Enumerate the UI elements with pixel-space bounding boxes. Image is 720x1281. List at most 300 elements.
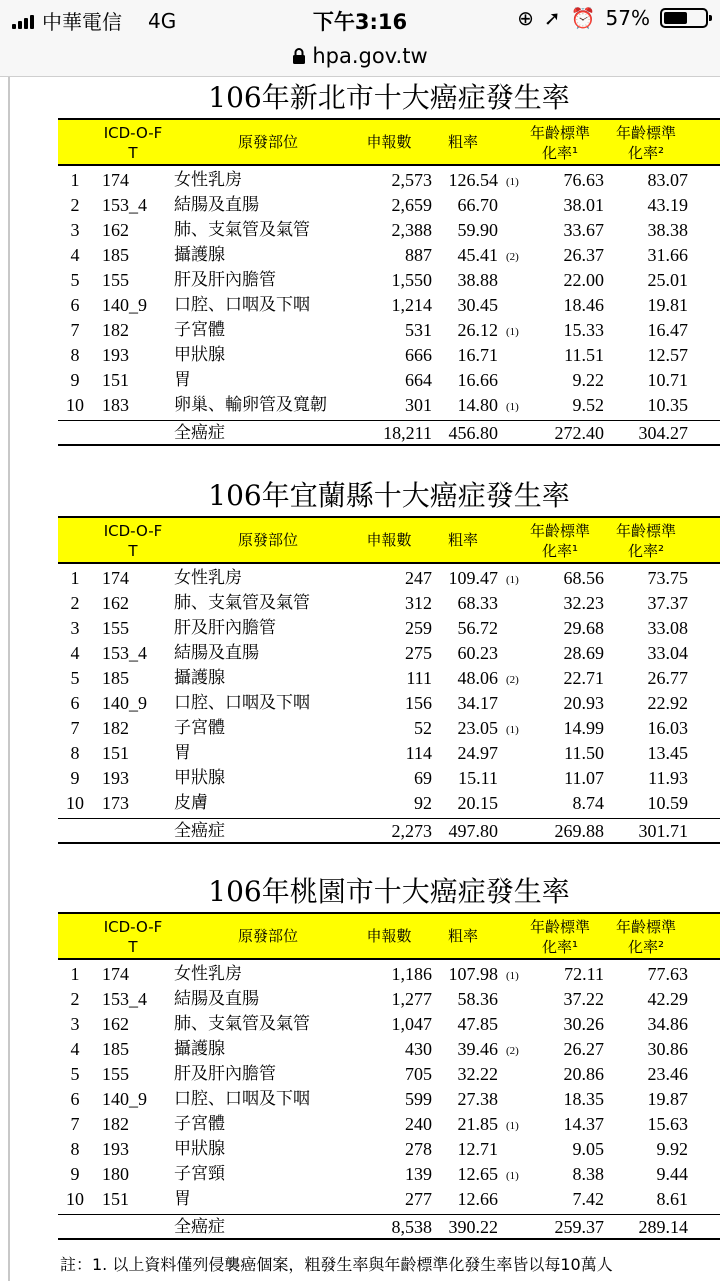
crude-rate: 12.66	[457, 1189, 498, 1209]
total-label: 全癌症	[174, 821, 225, 841]
icd-code: 140_9	[102, 693, 147, 713]
rank: 2	[70, 195, 80, 215]
table-header	[58, 118, 720, 166]
primary-site: 口腔、口咽及下咽	[174, 295, 310, 315]
asr1-rate: 11.51	[564, 345, 604, 365]
asr1-rate: 11.07	[564, 768, 604, 788]
total-label: 全癌症	[174, 423, 225, 443]
rate-note: (1)	[506, 574, 519, 586]
rank: 8	[70, 1139, 80, 1159]
header-icd: ICD-O-FT	[103, 522, 163, 560]
table-row	[58, 691, 720, 716]
case-count: 301	[405, 395, 432, 415]
header-icd: ICD-O-FT	[103, 124, 163, 162]
asr1-rate: 9.22	[572, 370, 604, 390]
rank: 1	[70, 568, 80, 588]
total-asr2: 289.14	[638, 1217, 688, 1237]
rank: 3	[70, 618, 80, 638]
primary-site: 女性乳房	[174, 568, 242, 588]
header-asr1: 年齡標準化率¹	[529, 124, 590, 162]
rank: 5	[70, 270, 80, 290]
total-asr1: 269.88	[554, 821, 604, 841]
table-row	[58, 1037, 720, 1062]
asr1-rate: 32.23	[563, 593, 604, 613]
case-count: 666	[405, 345, 432, 365]
asr2-rate: 31.66	[647, 245, 688, 265]
asr1-rate: 33.67	[563, 220, 604, 240]
asr2-rate: 73.75	[647, 568, 688, 588]
asr2-rate: 23.46	[647, 1064, 688, 1084]
case-count: 259	[405, 618, 432, 638]
rank: 10	[66, 793, 84, 813]
asr1-rate: 68.56	[563, 568, 604, 588]
asr2-rate: 34.86	[647, 1014, 688, 1034]
case-count: 664	[405, 370, 432, 390]
asr2-rate: 30.86	[647, 1039, 688, 1059]
rank: 7	[70, 718, 80, 738]
primary-site: 結腸及直腸	[174, 195, 259, 215]
icd-code: 174	[102, 568, 129, 588]
case-count: 2,659	[391, 195, 432, 215]
crude-rate: 59.90	[457, 220, 498, 240]
icd-code: 155	[102, 270, 129, 290]
icd-code: 155	[102, 1064, 129, 1084]
primary-site: 肺、支氣管及氣管	[174, 1014, 310, 1034]
case-count: 1,277	[391, 989, 432, 1009]
icd-code: 140_9	[102, 295, 147, 315]
icd-code: 185	[102, 668, 129, 688]
table-row	[58, 987, 720, 1012]
rank: 4	[70, 245, 80, 265]
asr2-rate: 16.47	[647, 320, 688, 340]
case-count: 92	[414, 793, 432, 813]
primary-site: 甲狀腺	[174, 768, 225, 788]
asr1-rate: 7.42	[572, 1189, 604, 1209]
table-row	[58, 591, 720, 616]
rate-note: (1)	[506, 1120, 519, 1132]
table-row	[58, 1187, 720, 1212]
battery-percent: 57%	[605, 6, 650, 30]
icd-code: 174	[102, 964, 129, 984]
case-count: 139	[405, 1164, 432, 1184]
primary-site: 胃	[174, 1189, 191, 1209]
asr2-rate: 9.44	[656, 1164, 688, 1184]
icd-code: 182	[102, 718, 129, 738]
url-domain[interactable]: hpa.gov.tw	[312, 44, 428, 68]
asr2-rate: 11.93	[648, 768, 688, 788]
crude-rate: 47.85	[457, 1014, 498, 1034]
icd-code: 151	[102, 743, 129, 763]
table-row	[58, 1162, 720, 1187]
rank: 2	[70, 989, 80, 1009]
crude-rate: 16.66	[457, 370, 498, 390]
crude-rate: 60.23	[457, 643, 498, 663]
primary-site: 甲狀腺	[174, 345, 225, 365]
table-title: 106年桃園市十大癌症發生率	[208, 875, 570, 908]
rank: 9	[70, 768, 80, 788]
rate-note: (2)	[506, 251, 519, 263]
icd-code: 193	[102, 1139, 129, 1159]
case-count: 275	[405, 643, 432, 663]
rank: 5	[70, 668, 80, 688]
asr2-rate: 16.03	[647, 718, 688, 738]
case-count: 69	[414, 768, 432, 788]
total-crude: 456.80	[448, 423, 498, 443]
asr1-rate: 28.69	[563, 643, 604, 663]
case-count: 599	[405, 1089, 432, 1109]
primary-site: 結腸及直腸	[174, 643, 259, 663]
rank: 8	[70, 743, 80, 763]
crude-rate: 66.70	[457, 195, 498, 215]
crude-rate: 58.36	[457, 989, 498, 1009]
icd-code: 162	[102, 220, 129, 240]
icd-code: 173	[102, 793, 129, 813]
asr2-rate: 10.71	[647, 370, 688, 390]
asr2-rate: 22.92	[647, 693, 688, 713]
rate-note: (1)	[506, 401, 519, 413]
case-count: 240	[405, 1114, 432, 1134]
table-title: 106年宜蘭縣十大癌症發生率	[208, 479, 570, 512]
primary-site: 肝及肝內膽管	[174, 618, 276, 638]
table-row	[58, 1112, 720, 1137]
header-asr2: 年齡標準化率²	[615, 918, 676, 956]
asr1-rate: 26.27	[563, 1039, 604, 1059]
rank: 8	[70, 345, 80, 365]
crude-rate: 126.54	[448, 170, 498, 190]
icd-code: 193	[102, 768, 129, 788]
table-row	[58, 962, 720, 987]
crude-rate: 26.12	[457, 320, 498, 340]
case-count: 1,550	[391, 270, 432, 290]
icd-code: 185	[102, 1039, 129, 1059]
primary-site: 卵巢、輸卵管及寬韌	[174, 395, 327, 415]
primary-site: 攝護腺	[174, 1039, 225, 1059]
rank: 6	[70, 693, 80, 713]
primary-site: 肝及肝內膽管	[174, 1064, 276, 1084]
asr2-rate: 25.01	[647, 270, 688, 290]
case-count: 114	[405, 743, 432, 763]
total-asr2: 301.71	[638, 821, 688, 841]
table-row	[58, 1062, 720, 1087]
crude-rate: 34.17	[457, 693, 498, 713]
rank: 6	[70, 1089, 80, 1109]
primary-site: 女性乳房	[174, 170, 242, 190]
total-count: 2,273	[391, 821, 432, 841]
asr1-rate: 76.63	[563, 170, 604, 190]
table-row	[58, 193, 720, 218]
case-count: 2,573	[391, 170, 432, 190]
header-count: 申報數	[366, 531, 412, 549]
asr2-rate: 33.04	[647, 643, 688, 663]
header-site: 原發部位	[237, 531, 298, 549]
table-row	[58, 791, 720, 816]
crude-rate: 56.72	[457, 618, 498, 638]
icd-code: 153_4	[102, 989, 147, 1009]
case-count: 1,047	[391, 1014, 432, 1034]
rank: 7	[70, 320, 80, 340]
crude-rate: 14.80	[457, 395, 498, 415]
icd-code: 162	[102, 1014, 129, 1034]
header-site: 原發部位	[237, 133, 298, 151]
total-asr2: 304.27	[638, 423, 688, 443]
primary-site: 子宮體	[174, 718, 225, 738]
crude-rate: 24.97	[457, 743, 498, 763]
rank: 4	[70, 1039, 80, 1059]
crude-rate: 68.33	[457, 593, 498, 613]
table-row	[58, 368, 720, 393]
icd-code: 151	[102, 1189, 129, 1209]
asr2-rate: 26.77	[647, 668, 688, 688]
case-count: 1,186	[391, 964, 432, 984]
crude-rate: 16.71	[457, 345, 498, 365]
asr1-rate: 37.22	[563, 989, 604, 1009]
header-count: 申報數	[366, 133, 412, 151]
asr2-rate: 12.57	[647, 345, 688, 365]
asr2-rate: 83.07	[647, 170, 688, 190]
asr1-rate: 22.71	[563, 668, 604, 688]
table-row	[58, 766, 720, 791]
total-asr1: 259.37	[554, 1217, 604, 1237]
icd-code: 153_4	[102, 195, 147, 215]
rate-note: (2)	[506, 1045, 519, 1057]
case-count: 52	[414, 718, 432, 738]
primary-site: 攝護腺	[174, 668, 225, 688]
header-crude-rate: 粗率	[447, 927, 478, 945]
crude-rate: 45.41	[457, 245, 498, 265]
rate-note: (1)	[506, 970, 519, 982]
asr2-rate: 8.61	[656, 1189, 688, 1209]
footnote: 註：1. 以上資料僅列侵襲癌個案，粗發生率與年齡標準化發生率皆以每10萬人	[60, 1255, 613, 1274]
asr1-rate: 9.05	[572, 1139, 604, 1159]
table-row	[58, 566, 720, 591]
total-count: 18,211	[383, 423, 432, 443]
header-site: 原發部位	[237, 927, 298, 945]
asr1-rate: 22.00	[563, 270, 604, 290]
asr1-rate: 20.86	[563, 1064, 604, 1084]
rank: 1	[70, 170, 80, 190]
table-row	[58, 616, 720, 641]
crude-rate: 107.98	[448, 964, 498, 984]
primary-site: 肺、支氣管及氣管	[174, 593, 310, 613]
total-row	[58, 1214, 720, 1240]
primary-site: 甲狀腺	[174, 1139, 225, 1159]
table-row	[58, 716, 720, 741]
primary-site: 子宮體	[174, 320, 225, 340]
primary-site: 肝及肝內膽管	[174, 270, 276, 290]
case-count: 887	[405, 245, 432, 265]
asr1-rate: 29.68	[563, 618, 604, 638]
rank: 7	[70, 1114, 80, 1134]
primary-site: 肺、支氣管及氣管	[174, 220, 310, 240]
asr1-rate: 14.37	[563, 1114, 604, 1134]
alarm-icon: ⏰	[570, 6, 596, 30]
network-label: 4G	[148, 8, 177, 33]
crude-rate: 48.06	[457, 668, 498, 688]
rank: 9	[70, 1164, 80, 1184]
header-count: 申報數	[366, 927, 412, 945]
status-bar	[0, 0, 720, 36]
asr1-rate: 72.11	[564, 964, 604, 984]
primary-site: 女性乳房	[174, 964, 242, 984]
crude-rate: 23.05	[457, 718, 498, 738]
table-row	[58, 268, 720, 293]
total-asr1: 272.40	[554, 423, 604, 443]
icd-code: 174	[102, 170, 129, 190]
asr2-rate: 42.29	[647, 989, 688, 1009]
asr1-rate: 38.01	[563, 195, 604, 215]
asr1-rate: 26.37	[563, 245, 604, 265]
crude-rate: 39.46	[457, 1039, 498, 1059]
rate-note: (1)	[506, 326, 519, 338]
header-crude-rate: 粗率	[447, 133, 478, 151]
table-header	[58, 912, 720, 960]
icd-code: 182	[102, 320, 129, 340]
case-count: 312	[405, 593, 432, 613]
battery-icon	[660, 8, 708, 28]
icd-code: 182	[102, 1114, 129, 1134]
location-icon: ➚	[543, 6, 561, 30]
rank: 10	[66, 1189, 84, 1209]
header-crude-rate: 粗率	[447, 531, 478, 549]
header-asr1: 年齡標準化率¹	[529, 918, 590, 956]
crude-rate: 12.65	[457, 1164, 498, 1184]
rank: 10	[66, 395, 84, 415]
total-label: 全癌症	[174, 1217, 225, 1237]
crude-rate: 15.11	[458, 768, 498, 788]
asr2-rate: 15.63	[647, 1114, 688, 1134]
case-count: 156	[405, 693, 432, 713]
crude-rate: 12.71	[457, 1139, 498, 1159]
asr1-rate: 30.26	[563, 1014, 604, 1034]
primary-site: 攝護腺	[174, 245, 225, 265]
crude-rate: 38.88	[457, 270, 498, 290]
total-row	[58, 420, 720, 446]
case-count: 111	[406, 668, 432, 688]
asr1-rate: 11.50	[564, 743, 604, 763]
case-count: 430	[405, 1039, 432, 1059]
icd-code: 180	[102, 1164, 129, 1184]
rank: 1	[70, 964, 80, 984]
asr2-rate: 37.37	[647, 593, 688, 613]
table-row	[58, 666, 720, 691]
asr1-rate: 14.99	[563, 718, 604, 738]
icd-code: 151	[102, 370, 129, 390]
table-row	[58, 393, 720, 418]
cancer-table-section	[58, 478, 720, 868]
crude-rate: 20.15	[457, 793, 498, 813]
crude-rate: 32.22	[457, 1064, 498, 1084]
lock-icon	[292, 47, 306, 65]
header-icd: ICD-O-FT	[103, 918, 163, 956]
carrier-label: 中華電信	[42, 10, 122, 34]
crude-rate: 109.47	[448, 568, 498, 588]
header-asr2: 年齡標準化率²	[615, 124, 676, 162]
icd-code: 183	[102, 395, 129, 415]
table-row	[58, 218, 720, 243]
table-row	[58, 168, 720, 193]
cancer-table-section	[58, 80, 720, 470]
icd-code: 185	[102, 245, 129, 265]
icd-code: 153_4	[102, 643, 147, 663]
rank: 9	[70, 370, 80, 390]
table-row	[58, 1137, 720, 1162]
rank: 2	[70, 593, 80, 613]
table-row	[58, 641, 720, 666]
header-asr2: 年齡標準化率²	[615, 522, 676, 560]
table-title: 106年新北市十大癌症發生率	[208, 81, 570, 114]
case-count: 247	[405, 568, 432, 588]
rank: 3	[70, 220, 80, 240]
primary-site: 皮膚	[174, 793, 208, 813]
asr2-rate: 9.92	[656, 1139, 688, 1159]
asr2-rate: 43.19	[647, 195, 688, 215]
rank: 4	[70, 643, 80, 663]
asr1-rate: 18.46	[563, 295, 604, 315]
total-crude: 390.22	[448, 1217, 498, 1237]
asr1-rate: 20.93	[563, 693, 604, 713]
case-count: 705	[405, 1064, 432, 1084]
clock: 下午3:16	[312, 10, 408, 34]
case-count: 2,388	[391, 220, 432, 240]
total-row	[58, 818, 720, 844]
total-count: 8,538	[391, 1217, 432, 1237]
table-row	[58, 1087, 720, 1112]
icd-code: 140_9	[102, 1089, 147, 1109]
primary-site: 子宮頸	[174, 1164, 225, 1184]
case-count: 531	[405, 320, 432, 340]
asr1-rate: 8.38	[572, 1164, 604, 1184]
asr1-rate: 9.52	[572, 395, 604, 415]
case-count: 278	[405, 1139, 432, 1159]
crude-rate: 21.85	[457, 1114, 498, 1134]
icd-code: 193	[102, 345, 129, 365]
icd-code: 155	[102, 618, 129, 638]
asr2-rate: 10.35	[647, 395, 688, 415]
rate-note: (2)	[506, 674, 519, 686]
case-count: 1,214	[391, 295, 432, 315]
rank: 6	[70, 295, 80, 315]
rank: 5	[70, 1064, 80, 1084]
rate-note: (1)	[506, 176, 519, 188]
total-crude: 497.80	[448, 821, 498, 841]
rotation-lock-icon: ⊕	[517, 6, 534, 30]
case-count: 277	[405, 1189, 432, 1209]
asr2-rate: 38.38	[647, 220, 688, 240]
asr2-rate: 10.59	[647, 793, 688, 813]
primary-site: 子宮體	[174, 1114, 225, 1134]
table-row	[58, 293, 720, 318]
table-row	[58, 1012, 720, 1037]
header-asr1: 年齡標準化率¹	[529, 522, 590, 560]
cancer-table-section	[58, 874, 720, 1264]
rate-note: (1)	[506, 724, 519, 736]
crude-rate: 30.45	[457, 295, 498, 315]
crude-rate: 27.38	[457, 1089, 498, 1109]
icd-code: 162	[102, 593, 129, 613]
rate-note: (1)	[506, 1170, 519, 1182]
primary-site: 口腔、口咽及下咽	[174, 1089, 310, 1109]
rank: 3	[70, 1014, 80, 1034]
primary-site: 胃	[174, 370, 191, 390]
asr2-rate: 13.45	[647, 743, 688, 763]
table-row	[58, 741, 720, 766]
asr1-rate: 18.35	[563, 1089, 604, 1109]
address-bar[interactable]	[0, 36, 720, 77]
primary-site: 口腔、口咽及下咽	[174, 693, 310, 713]
asr2-rate: 19.87	[647, 1089, 688, 1109]
asr2-rate: 19.81	[647, 295, 688, 315]
asr2-rate: 77.63	[647, 964, 688, 984]
